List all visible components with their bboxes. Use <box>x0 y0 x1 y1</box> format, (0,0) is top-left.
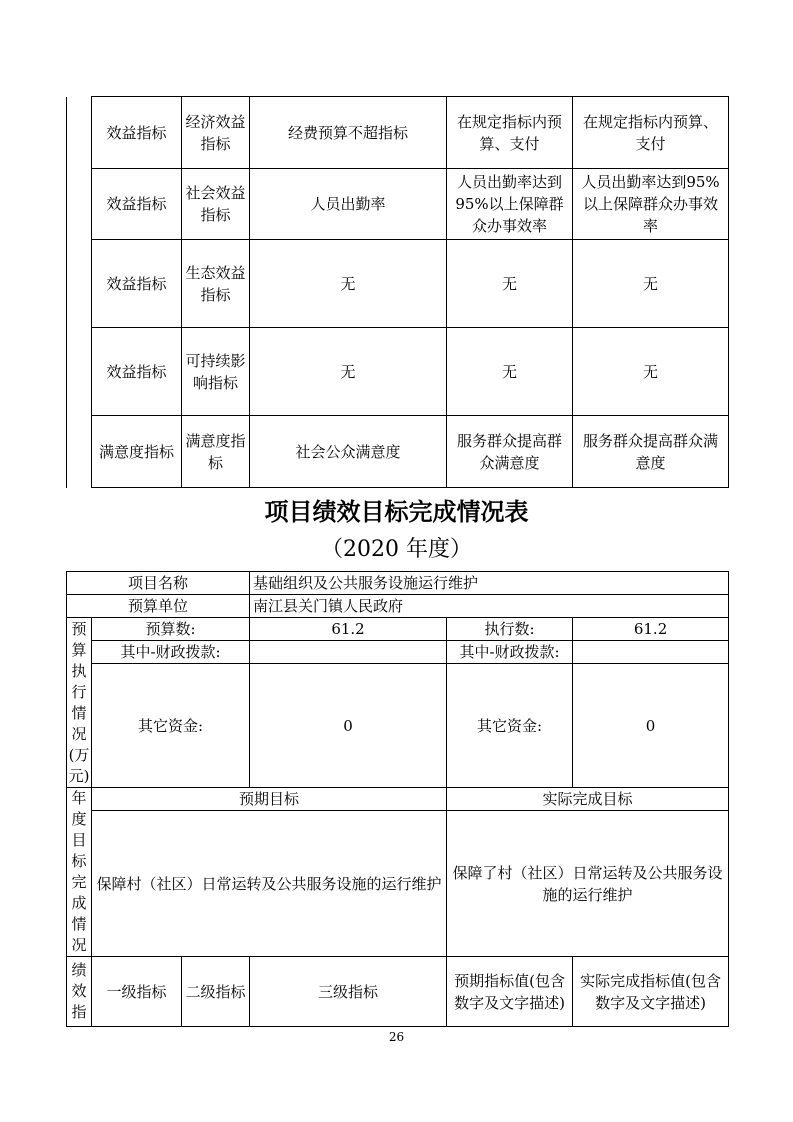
fiscal-allocation-value-2 <box>573 641 729 664</box>
table-row <box>67 595 729 618</box>
expected-value-cell: 服务群众提高群众满意度 <box>447 416 573 488</box>
expected-value-cell: 人员出勤率达到95%以上保障群众办事效率 <box>447 169 573 240</box>
performance-form-table <box>66 571 729 1027</box>
page-number: 26 <box>388 1030 405 1044</box>
budget-amount-label: 预算数: <box>92 618 250 641</box>
level3-cell: 无 <box>250 328 447 416</box>
indicator-table-continued <box>66 96 729 488</box>
budget-amount-value: 61.2 <box>250 618 447 641</box>
executed-amount-label: 执行数: <box>447 618 573 641</box>
level3-cell: 经费预算不超指标 <box>250 97 447 169</box>
performance-section-label: 绩效指 <box>67 957 92 1027</box>
expected-value-cell: 无 <box>447 328 573 416</box>
level3-cell: 社会公众满意度 <box>250 416 447 488</box>
table-row <box>67 572 729 595</box>
level2-cell: 可持续影响指标 <box>182 328 250 416</box>
level3-cell: 无 <box>250 240 447 328</box>
executed-amount-value: 61.2 <box>573 618 729 641</box>
level1-cell: 效益指标 <box>92 97 182 169</box>
fiscal-allocation-label-2: 其中-财政拨款: <box>447 641 573 664</box>
level1-cell: 效益指标 <box>92 169 182 240</box>
level1-cell: 满意度指标 <box>92 416 182 488</box>
expected-value-cell: 无 <box>447 240 573 328</box>
table-row <box>67 169 729 240</box>
actual-goal-text: 保障了村（社区）日常运转及公共服务设施的运行维护 <box>447 811 729 957</box>
table-row <box>67 328 729 416</box>
table-row <box>67 957 729 1027</box>
table-left-margin <box>67 97 92 488</box>
page-title: 项目绩效目标完成情况表 <box>264 498 529 526</box>
table-row <box>67 788 729 811</box>
table-row <box>67 641 729 664</box>
level2-cell: 生态效益指标 <box>182 240 250 328</box>
expected-goal-header: 预期目标 <box>92 788 447 811</box>
annual-goal-section-label: 年度目标完成情况 <box>67 788 92 957</box>
project-name-label: 项目名称 <box>67 572 250 595</box>
table-row <box>67 240 729 328</box>
actual-value-cell: 在规定指标内预算、支付 <box>573 97 729 169</box>
table-row <box>67 618 729 641</box>
actual-value-cell: 人员出勤率达到95%以上保障群众办事效率 <box>573 169 729 240</box>
budget-unit-label: 预算单位 <box>67 595 250 618</box>
other-funds-value: 0 <box>250 664 447 788</box>
fiscal-allocation-value <box>250 641 447 664</box>
budget-execution-section-label: 预算执行情况(万元) <box>67 618 92 788</box>
table-row <box>67 416 729 488</box>
project-name-value: 基础组织及公共服务设施运行维护 <box>250 572 729 595</box>
level1-cell: 效益指标 <box>92 240 182 328</box>
col-header-level1: 一级指标 <box>92 957 182 1027</box>
level3-cell: 人员出勤率 <box>250 169 447 240</box>
col-header-actual: 实际完成指标值(包含数字及文字描述) <box>573 957 729 1027</box>
table-row <box>67 811 729 957</box>
table-row <box>67 97 729 169</box>
table-row <box>67 664 729 788</box>
other-funds-label: 其它资金: <box>92 664 250 788</box>
level2-cell: 社会效益指标 <box>182 169 250 240</box>
col-header-level3: 三级指标 <box>250 957 447 1027</box>
actual-goal-header: 实际完成目标 <box>447 788 729 811</box>
other-funds-value-2: 0 <box>573 664 729 788</box>
year-subtitle: （2020 年度） <box>321 537 472 562</box>
fiscal-allocation-label: 其中-财政拨款: <box>92 641 250 664</box>
expected-value-cell: 在规定指标内预算、支付 <box>447 97 573 169</box>
level2-cell: 经济效益指标 <box>182 97 250 169</box>
budget-unit-value: 南江县关门镇人民政府 <box>250 595 729 618</box>
actual-value-cell: 无 <box>573 240 729 328</box>
col-header-expected: 预期指标值(包含数字及文字描述) <box>447 957 573 1027</box>
level2-cell: 满意度指标 <box>182 416 250 488</box>
col-header-level2: 二级指标 <box>182 957 250 1027</box>
expected-goal-text: 保障村（社区）日常运转及公共服务设施的运行维护 <box>92 811 447 957</box>
actual-value-cell: 服务群众提高群众满意度 <box>573 416 729 488</box>
actual-value-cell: 无 <box>573 328 729 416</box>
level1-cell: 效益指标 <box>92 328 182 416</box>
other-funds-label-2: 其它资金: <box>447 664 573 788</box>
